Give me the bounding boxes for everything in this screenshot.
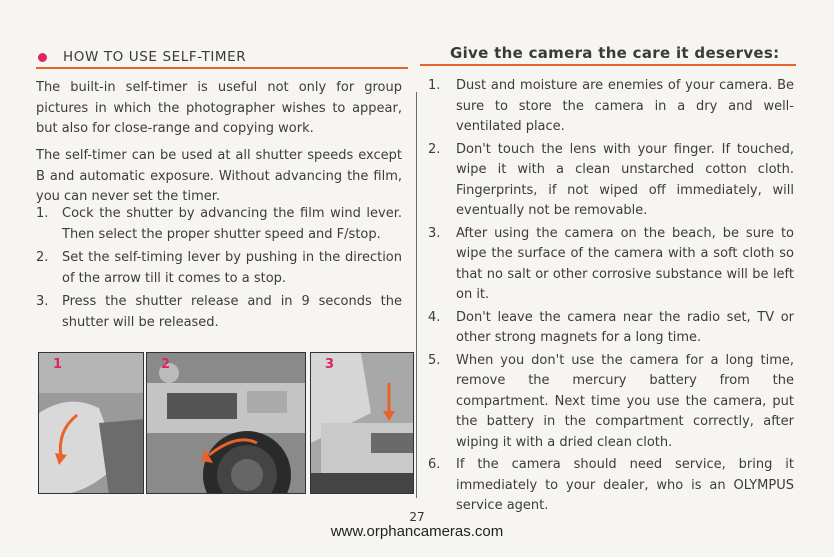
list-item <box>428 224 794 306</box>
list-item <box>428 351 794 454</box>
list-item <box>428 455 794 517</box>
photo-label: 3 <box>325 357 335 372</box>
list-item <box>428 308 794 349</box>
care-section-title: Give the camera the care it deserves: <box>450 44 780 62</box>
camera-hand-illustration <box>39 353 144 494</box>
photo-press-release <box>310 352 414 494</box>
header-rule-left <box>36 67 408 69</box>
usage-paragraph: The self-timer can be used at all shutter speeds except B and automatic exposure. Without advancing the film, you can never set the timer. <box>36 148 402 204</box>
self-timer-section <box>36 46 402 68</box>
camera-lens-illustration <box>147 353 306 494</box>
step-number: 3. <box>428 225 441 241</box>
header-rule-right <box>420 64 796 66</box>
list-item <box>428 76 794 138</box>
step-text: Don't leave the camera near the radio set, TV or other strong magnets for a long time. <box>456 309 794 345</box>
section-header <box>36 46 402 68</box>
photo-label: 2 <box>161 357 171 372</box>
step-text: Set the self-timing lever by pushing in the direction of the arrow till it comes to a stop. <box>62 250 402 286</box>
step-text: Dust and moisture are enemies of your camera. Be sure to store the camera in a dry and well-ventilated place. <box>456 78 794 134</box>
care-steps <box>428 76 794 519</box>
website-watermark: www.orphancameras.com <box>330 523 504 540</box>
column-divider <box>416 92 417 498</box>
step-number: 1. <box>36 206 49 221</box>
step-text: Don't touch the lens with your finger. If touched, wipe it with a clean unstarched cotton cloth. Fingerprints, if not wiped off immediately, will eventually not be removable. <box>456 141 794 218</box>
step-text: Cock the shutter by advancing the film wind lever. Then select the proper shutter speed and F/stop. <box>62 206 402 242</box>
photo-set-lever <box>146 352 306 494</box>
step-text: When you don't use the camera for a long time, remove the mercury battery from the compartment. Next time you use the camera, put the battery in the compartment correctly, after wiping it with a dried clean cloth. <box>456 352 794 450</box>
self-timer-steps <box>36 204 402 336</box>
step-number: 6. <box>428 457 441 472</box>
intro-paragraph: The built-in self-timer is useful not only for group pictures in which the photographer wishes to appear, but also for close-range and copying work. <box>36 80 402 136</box>
section-title: HOW TO USE SELF-TIMER <box>63 49 247 65</box>
step-number: 1. <box>428 78 441 93</box>
step-number: 4. <box>428 309 441 325</box>
step-number: 5. <box>428 352 441 368</box>
step-text: Press the shutter release and in 9 seconds the shutter will be released. <box>62 294 402 330</box>
bullet-icon <box>38 53 47 62</box>
photo-label: 1 <box>53 357 63 372</box>
step-number: 2. <box>36 250 49 265</box>
list-item <box>36 204 402 245</box>
step-text: After using the camera on the beach, be sure to wipe the surface of the camera with a soft cloth so that no salt or other corrosive substance will be left on it. <box>456 225 794 302</box>
step-number: 2. <box>428 141 441 157</box>
step-text: If the camera should need service, bring it immediately to your dealer, who is an OLYMPUS service agent. <box>456 457 794 513</box>
photo-cock-shutter <box>38 352 144 494</box>
shutter-release-illustration <box>311 353 414 494</box>
page-number: 27 <box>409 510 425 524</box>
list-item <box>36 292 402 333</box>
list-item <box>428 140 794 222</box>
step-number: 3. <box>36 294 49 309</box>
list-item <box>36 248 402 289</box>
